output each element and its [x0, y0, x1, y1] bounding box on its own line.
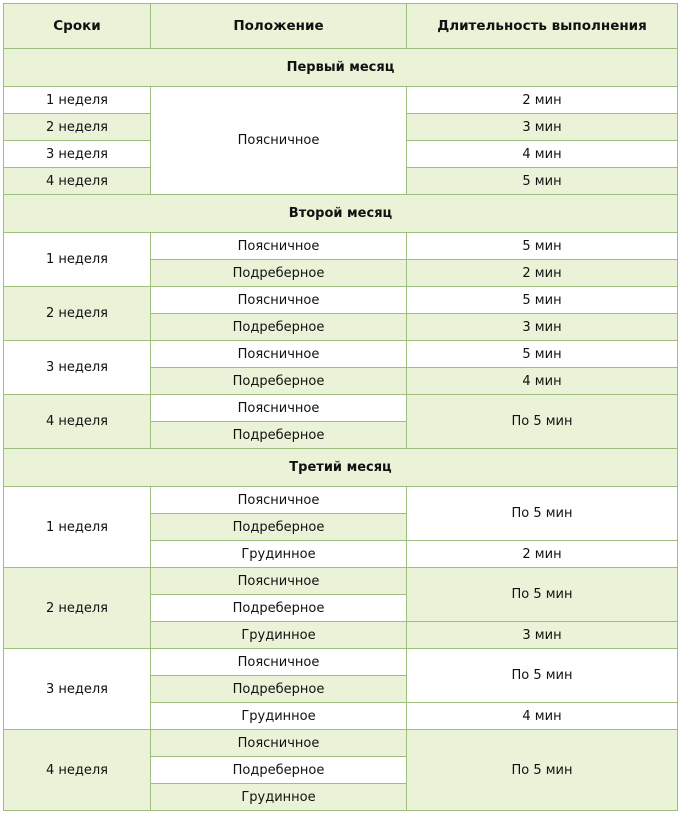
position-cell: Грудинное: [151, 622, 407, 649]
position-cell: Поясничное: [151, 395, 407, 422]
duration-cell: По 5 мин: [407, 395, 678, 449]
header-duration: Длительность выполнения: [407, 4, 678, 49]
position-cell: Грудинное: [151, 703, 407, 730]
duration-cell: 2 мин: [407, 541, 678, 568]
duration-cell: 4 мин: [407, 141, 678, 168]
position-cell: Поясничное: [151, 341, 407, 368]
position-cell: Грудинное: [151, 541, 407, 568]
schedule-table: [3, 3, 678, 811]
position-cell: Поясничное: [151, 568, 407, 595]
duration-cell: По 5 мин: [407, 487, 678, 541]
duration-cell: 4 мин: [407, 368, 678, 395]
position-cell: Поясничное: [151, 730, 407, 757]
section-row-month-3: [4, 449, 678, 487]
duration-cell: 3 мин: [407, 622, 678, 649]
table-row: [4, 341, 678, 368]
position-cell: Подреберное: [151, 595, 407, 622]
position-cell: Подреберное: [151, 314, 407, 341]
header-position: Положение: [151, 4, 407, 49]
table-row: [4, 649, 678, 676]
week-cell: 2 неделя: [4, 568, 151, 649]
position-cell: Подреберное: [151, 368, 407, 395]
duration-cell: 5 мин: [407, 168, 678, 195]
duration-cell: По 5 мин: [407, 730, 678, 811]
table-row: [4, 568, 678, 595]
section-row-month-2: [4, 195, 678, 233]
duration-cell: 3 мин: [407, 114, 678, 141]
section-title: Первый месяц: [4, 49, 678, 87]
table-row: [4, 287, 678, 314]
header-row: [4, 4, 678, 49]
position-cell: Поясничное: [151, 649, 407, 676]
position-cell: Грудинное: [151, 784, 407, 811]
position-cell: Подреберное: [151, 422, 407, 449]
week-cell: 3 неделя: [4, 141, 151, 168]
table-row: [4, 87, 678, 114]
week-cell: 3 неделя: [4, 341, 151, 395]
header-period: Сроки: [4, 4, 151, 49]
position-cell: Подреберное: [151, 514, 407, 541]
position-cell: Поясничное: [151, 87, 407, 195]
duration-cell: 4 мин: [407, 703, 678, 730]
duration-cell: По 5 мин: [407, 649, 678, 703]
week-cell: 3 неделя: [4, 649, 151, 730]
week-cell: 2 неделя: [4, 114, 151, 141]
week-cell: 1 неделя: [4, 233, 151, 287]
week-cell: 4 неделя: [4, 730, 151, 811]
week-cell: 1 неделя: [4, 487, 151, 568]
week-cell: 2 неделя: [4, 287, 151, 341]
duration-cell: По 5 мин: [407, 568, 678, 622]
table-row: [4, 487, 678, 514]
duration-cell: 3 мин: [407, 314, 678, 341]
week-cell: 4 неделя: [4, 168, 151, 195]
duration-cell: 2 мин: [407, 87, 678, 114]
position-cell: Поясничное: [151, 287, 407, 314]
duration-cell: 5 мин: [407, 287, 678, 314]
table-row: [4, 395, 678, 422]
week-cell: 4 неделя: [4, 395, 151, 449]
position-cell: Подреберное: [151, 757, 407, 784]
section-row-month-1: [4, 49, 678, 87]
section-title: Второй месяц: [4, 195, 678, 233]
table-row: [4, 730, 678, 757]
duration-cell: 5 мин: [407, 341, 678, 368]
position-cell: Подреберное: [151, 260, 407, 287]
section-title: Третий месяц: [4, 449, 678, 487]
week-cell: 1 неделя: [4, 87, 151, 114]
position-cell: Поясничное: [151, 233, 407, 260]
position-cell: Подреберное: [151, 676, 407, 703]
duration-cell: 2 мин: [407, 260, 678, 287]
position-cell: Поясничное: [151, 487, 407, 514]
duration-cell: 5 мин: [407, 233, 678, 260]
table-row: [4, 233, 678, 260]
